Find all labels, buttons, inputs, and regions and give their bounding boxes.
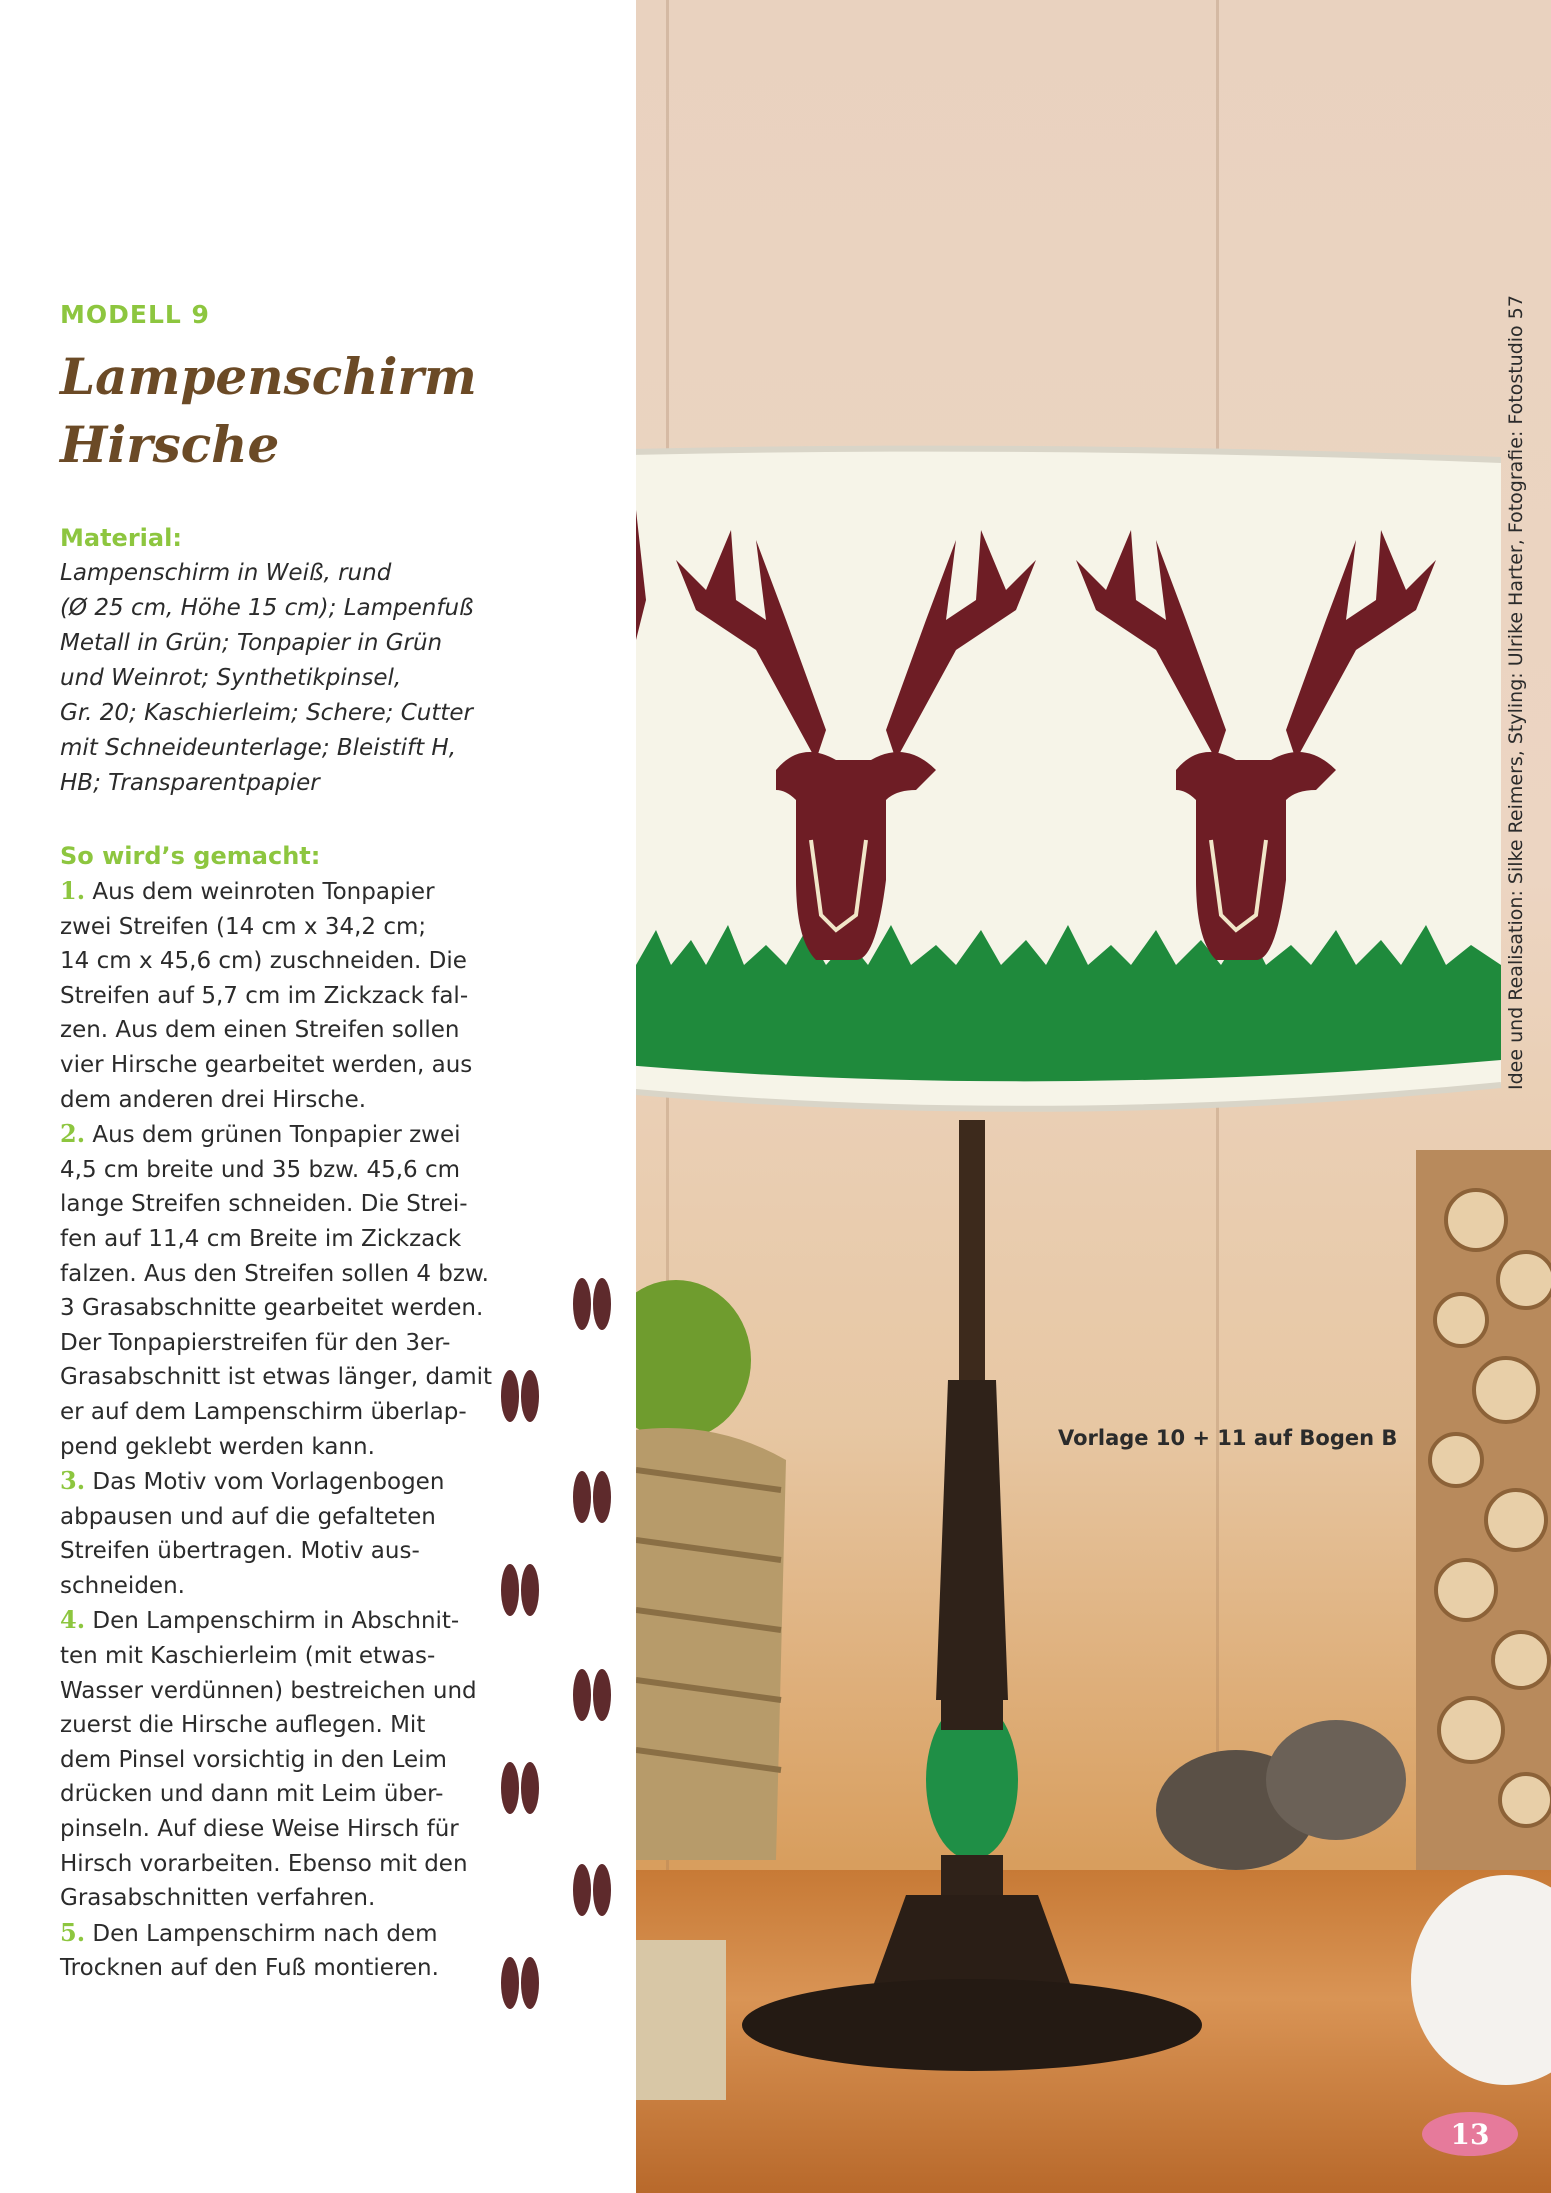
hoofprint-icon — [498, 1760, 542, 1816]
title-line-1: Lampenschirm — [60, 347, 477, 406]
step-number: 4. — [60, 1605, 86, 1635]
step-text: Den Lampenschirm in Abschnit- ten mit Kaschierleim (mit etwas- Wasser verdünnen) bestreichen und zuerst die Hirsche auflegen. Mit dem Pinsel vorsichtig in den Leim drücken und dann mit Leim über- pinseln. Auf diese Weise Hirsch für Hirsch vorarbeiten. Ebenso mit den Grasabschnitten verfahren. — [60, 1608, 477, 1912]
lamp-stand — [742, 1120, 1202, 2071]
page-number-badge: 13 — [1422, 2112, 1518, 2156]
moss-basket — [636, 1280, 786, 1860]
hoofprint-icon — [498, 1368, 542, 1424]
instruction-steps — [60, 874, 500, 1986]
template-note: Vorlage 10 + 11 auf Bogen B — [1058, 1426, 1398, 1450]
hoofprint-icon — [570, 1667, 614, 1723]
step-3 — [60, 1464, 500, 1603]
pinecones — [1156, 1720, 1406, 1870]
hoofprint-icon — [498, 1562, 542, 1618]
step-text: Aus dem grünen Tonpapier zwei 4,5 cm breite und 35 bzw. 45,6 cm lange Streifen schneiden. Die Strei- fen auf 11,4 cm Breite im Zickzack falzen. Aus den Streifen sollen 4 bzw. 3 Grasabschnitte gearbeitet werden. Der Tonpapierstreifen für den 3er- Grasabschnitt ist etwas länger, damit er auf dem Lampenschirm überlap- pend geklebt werden kann. — [60, 1122, 493, 1460]
hoofprint-icon — [498, 1955, 542, 2011]
hoofprint-icon — [570, 1862, 614, 1918]
hoofprint-icon — [570, 1276, 614, 1332]
material-heading: Material: — [60, 524, 182, 552]
material-text: Lampenschirm in Weiß, rund (Ø 25 cm, Höhe 15 cm); Lampenfuß Metall in Grün; Tonpapier in Grün und Weinrot; Synthetikpinsel, Gr. 20; Kaschierleim; Schere; Cutter mit Schneideunterlage; Bleistift H, HB; Transparentpapier — [60, 560, 474, 796]
step-number: 5. — [60, 1917, 86, 1947]
log-stack — [1416, 1150, 1551, 1870]
step-number: 2. — [60, 1119, 86, 1149]
model-label: MODELL 9 — [60, 300, 210, 329]
step-1 — [60, 874, 500, 1117]
step-text: Das Motiv vom Vorlagenbogen abpausen und auf die gefalteten Streifen übertragen. Motiv aus- schneiden. — [60, 1469, 445, 1599]
book — [636, 1940, 726, 2100]
step-text: Aus dem weinroten Tonpapier zwei Streifen (14 cm x 34,2 cm; 14 cm x 45,6 cm) zuschneiden. Die Streifen auf 5,7 cm im Zickzack fal- zen. Aus dem einen Streifen sollen vier Hirsche gearbeitet werden, aus dem anderen drei Hirsche. — [60, 879, 473, 1113]
page-title — [60, 343, 500, 479]
lampshade — [636, 449, 1501, 1109]
text-column — [60, 300, 500, 1986]
title-line-2: Hirsche — [60, 415, 280, 474]
step-number: 3. — [60, 1466, 86, 1496]
deer-lampshade-photo — [636, 0, 1551, 2193]
lamp-illustration — [636, 0, 1551, 2193]
step-text: Den Lampenschirm nach dem Trocknen auf den Fuß montieren. — [60, 1920, 439, 1982]
photo-credits: Idee und Realisation: Silke Reimers, Styling: Ulrike Harter, Fotografie: Fotostudio 57 — [1505, 295, 1527, 1090]
instructions-heading: So wird’s gemacht: — [60, 842, 321, 870]
step-number: 1. — [60, 876, 86, 905]
step-5 — [60, 1916, 500, 1986]
step-2 — [60, 1117, 500, 1464]
white-pumpkin — [1411, 1875, 1551, 2085]
step-4 — [60, 1603, 500, 1915]
hoofprint-icon — [570, 1469, 614, 1525]
